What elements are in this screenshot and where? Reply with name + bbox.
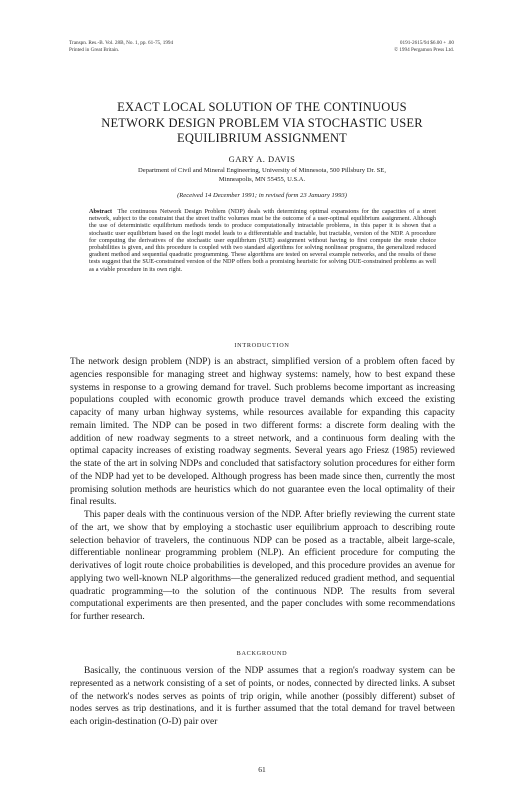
paper-title [60, 100, 464, 147]
paragraph: This paper deals with the continuous version of the NDP. After briefly reviewing the current state of the art, we show that by employing a stochastic user equilibrium approach to describing route selection behavior of travelers, the continuous NDP can be posed as a tractable, albeit large-scale, differentiable nonlinear programming problem (NLP). An efficient procedure for computing the derivatives of logit route choice probabilities is developed, and this procedure provides an avenue for applying two well-known NLP algorithms—the generalized reduced gradient method, and sequential quadratic programming—to the solution of the continuous NDP. The results from several computational experiments are then presented, and the paper concludes with some recommendations for further research. [70, 510, 455, 622]
background-heading: BACKGROUND [236, 650, 288, 657]
title-line: EQUILIBRIUM ASSIGNMENT [176, 131, 348, 145]
printed-in-line: Printed in Great Britain. [69, 47, 120, 53]
citation-line: Transpn. Res.-B. Vol. 28B, No. 1, pp. 61-75, 1994 [69, 40, 174, 46]
abstract [89, 208, 436, 273]
abstract-label: Abstract [89, 208, 113, 215]
introduction-body [70, 356, 455, 624]
issn-line: 0191-2615/94 $6.00 + .00 [399, 40, 454, 46]
title-line: NETWORK DESIGN PROBLEM VIA STOCHASTIC USER [101, 115, 423, 130]
paragraph: Basically, the continuous version of the NDP assumes that a region's roadway system can be represented as a network consisting of a set of points, or nodes, connected by directed links. A subset of the network's nodes serves as points of trip origin, while another (possibly different) subset of nodes serves as trip destinations, and it is further assumed that the total demand for travel between each origin-destination (O-D) pair over [70, 666, 455, 727]
journal-citation [69, 40, 173, 54]
author-affiliation [70, 166, 454, 184]
affiliation-line: Minneapolis, MN 55455, U.S.A. [218, 176, 306, 183]
title-line: EXACT LOCAL SOLUTION OF THE CONTINUOUS [117, 100, 407, 114]
page-number: 61 [258, 765, 266, 774]
affiliation-line: Department of Civil and Mineral Engineering, University of Minnesota, 500 Pillsbury Dr. SE, [138, 167, 386, 174]
abstract-text: The continuous Network Design Problem (NDP) deals with determining optimal expansions for the capacities of a street network, subject to the constraint that the street traffic volumes must be the outcome of a user-optimal equilibrium assignment. Although the use of deterministic equilibrium methods tends to produce computationally intractable problems, in this paper it is shown that a stochastic user equilibrium based on the logit model leads to a differentiable and tractable, but tractable, version of the NDP. A procedure for computing the derivatives of the stochastic user equilibrium (SUE) assignment without having to first compute the route choice probabilities is given, and this procedure is coupled with two standard algorithms for solving nonlinear programs, the generalized reduced gradient method and sequential quadratic programming. These algorithms are tested on several example networks, and the results of these tests suggest that the SUE-constrained version of the NDP offers both a promising heuristic for solving DUE-constrained problems as well as a viable procedure in its own right. [89, 208, 436, 273]
received-dates: (Received 14 December 1991; in revised form 23 January 1993) [177, 192, 347, 199]
paragraph: The network design problem (NDP) is an abstract, simplified version of a problem often faced by agencies responsible for managing street and highway systems: namely, how to best expand these systems in response to a growing demand for travel. Such problems become important as increasing populations coupled with economic growth produce travel demands which exceed the existing capacity of many urban highway systems, while resources available for expanding this capacity remain limited. The NDP can be posed in two different forms: a discrete form dealing with the addition of new roadway segments to a street network, and a continuous form dealing with the optimal capacity increases of existing roadway segments. Several years ago Friesz (1985) reviewed the state of the art in solving NDPs and concluded that satisfactory solution procedures for either form of the NDP had yet to be developed. Although progress has been made since then, currently the most promising solution methods are heuristics which do not guarantee even the local optimality of their final results. [70, 357, 455, 508]
copyright-block [394, 40, 454, 54]
introduction-heading: INTRODUCTION [234, 342, 290, 349]
author-name: GARY A. DAVIS [228, 154, 296, 164]
background-body [70, 665, 455, 729]
copyright-line: © 1994 Pergamon Press Ltd. [394, 47, 454, 53]
